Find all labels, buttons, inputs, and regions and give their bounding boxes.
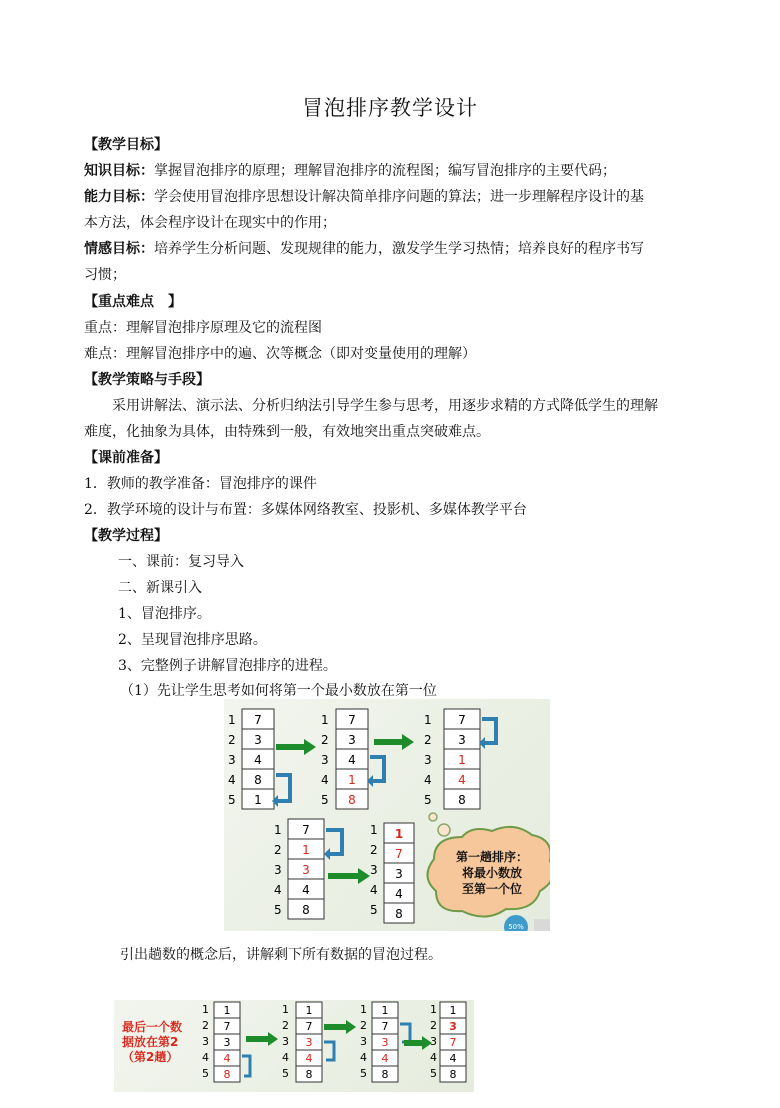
f1-c1-label-3: 3 [228, 753, 236, 767]
prep-item-2: 2．教学环境的设计与布置：多媒体网络教室、投影机、多媒体教学平台 [84, 502, 527, 518]
f2-col-3 [360, 1002, 410, 1082]
f1-c5-v3: 3 [395, 867, 403, 881]
f2-c3-swap [400, 1024, 410, 1042]
figure1-follow-text: 引出趟数的概念后，讲解剩下所有数据的冒泡过程。 [120, 947, 442, 963]
f2-c1-v3: 3 [223, 1036, 231, 1049]
bubble-text-3: 至第一个位 [461, 882, 523, 896]
f1-arrow-3 [328, 868, 370, 884]
section-prep-heading: 【课前准备】 [84, 450, 168, 466]
f1-c4-swap-head [324, 848, 330, 860]
bubble-dot-small [429, 813, 437, 821]
process-item-6: （1）先让学生思考如何将第一个最小数放在第一位 [120, 683, 437, 699]
f2-c1-v1: 1 [223, 1004, 231, 1017]
f1-col-3 [424, 709, 496, 809]
f2-c4-l2: 2 [430, 1019, 437, 1032]
f2-c2-v5: 8 [305, 1068, 313, 1081]
knowledge-label: 知识目标： [84, 163, 154, 179]
f2-c1-l4: 4 [202, 1051, 209, 1064]
f1-c4-label-3: 3 [274, 863, 282, 877]
f2-c3-v4: 4 [381, 1052, 389, 1065]
f1-col-2 [321, 709, 384, 809]
bubble-sort-figure-pass1 [224, 699, 550, 931]
f2-c1-v4: 4 [223, 1052, 231, 1065]
f1-c1-v2: 3 [254, 733, 262, 747]
f1-c4-v3: 3 [302, 863, 310, 877]
f1-c3-label-5: 5 [424, 793, 432, 807]
f2-c1-l2: 2 [202, 1019, 209, 1032]
f2-c2-l5: 5 [282, 1067, 289, 1080]
f1-thought-bubble [427, 813, 550, 917]
difficult-point: 难点：理解冒泡排序中的遍、次等概念（即对变量使用的理解） [84, 346, 476, 362]
f1-c4-v1: 7 [302, 823, 310, 837]
f2-c3-v1: 1 [381, 1004, 389, 1017]
f1-c1-label-1: 1 [228, 713, 236, 727]
f1-c2-v3: 4 [348, 753, 356, 767]
f2-caption-2: 据放在第2 [122, 1035, 179, 1049]
f1-arrow-1 [276, 739, 316, 755]
ability-goal-cont: 本方法，体会程序设计在现实中的作用； [84, 215, 336, 231]
process-item-4: 2、呈现冒泡排序思路。 [118, 632, 267, 648]
f2-c2-swap [324, 1042, 334, 1060]
f1-c4-v4: 4 [302, 883, 310, 897]
f2-arrow-1 [246, 1032, 278, 1046]
f2-c3-v5: 8 [381, 1068, 389, 1081]
f2-col-4 [430, 1002, 466, 1082]
f2-c3-l2: 2 [360, 1019, 367, 1032]
f1-c1-swap-arrow [276, 775, 290, 801]
f1-corner-strip [534, 919, 550, 931]
f1-c3-label-3: 3 [424, 753, 432, 767]
f1-corner-text: 50% [508, 923, 524, 931]
f1-c1-label-4: 4 [228, 773, 236, 787]
process-item-2: 二、新课引入 [118, 580, 202, 596]
key-point: 重点：理解冒泡排序原理及它的流程图 [84, 320, 322, 336]
f1-c2-v2: 3 [348, 733, 356, 747]
f2-c1-l1: 1 [202, 1003, 209, 1016]
f2-c4-v4: 4 [449, 1052, 457, 1065]
ability-text: 学会使用冒泡排序思想设计解决简单排序问题的算法；进一步理解程序设计的基 [154, 189, 644, 205]
page-title: 冒泡排序教学设计 [302, 96, 478, 120]
f1-c2-label-1: 1 [321, 713, 329, 727]
f2-c4-l4: 4 [430, 1051, 437, 1064]
prep-item-1: 1．教师的教学准备：冒泡排序的课件 [84, 476, 317, 492]
process-item-3: 1、冒泡排序。 [118, 606, 211, 622]
f2-c4-v1: 1 [449, 1004, 457, 1017]
figure2-svg [114, 1000, 474, 1092]
f1-c3-v3: 1 [458, 753, 466, 767]
f1-c4-label-4: 4 [274, 883, 282, 897]
bubble-sort-figure-pass2 [114, 1000, 474, 1092]
f1-c1-v1: 7 [254, 713, 262, 727]
f1-arrow-2 [374, 734, 414, 750]
section-key-heading: 【重点难点 】 [84, 294, 182, 310]
ability-label: 能力目标： [84, 189, 154, 205]
f1-c5-v1: 1 [394, 827, 404, 841]
f1-c4-label-2: 2 [274, 843, 282, 857]
f1-c2-v5: 8 [348, 793, 356, 807]
process-item-1: 一、课前：复习导入 [118, 554, 244, 570]
f2-c2-l3: 3 [282, 1035, 289, 1048]
ability-goal [84, 186, 644, 206]
f1-c5-label-2: 2 [370, 843, 378, 857]
f2-c2-l2: 2 [282, 1019, 289, 1032]
bubble-text-1: 第一趟排序： [455, 850, 529, 864]
f2-c2-v2: 7 [305, 1020, 313, 1033]
f2-c3-v2: 7 [381, 1020, 389, 1033]
f2-col-2 [282, 1002, 334, 1082]
f2-c2-v1: 1 [305, 1004, 313, 1017]
f2-c3-l5: 5 [360, 1067, 367, 1080]
emotion-goal-cont: 习惯； [84, 267, 126, 283]
f2-c2-l1: 1 [282, 1003, 289, 1016]
f2-c1-v2: 7 [223, 1020, 231, 1033]
f1-c2-v4: 1 [348, 773, 356, 787]
f1-c3-v4: 4 [458, 773, 466, 787]
process-item-5: 3、完整例子讲解冒泡排序的进程。 [118, 658, 337, 674]
f2-c4-v5: 8 [449, 1068, 457, 1081]
f2-c1-l5: 5 [202, 1067, 209, 1080]
f2-arrow-2 [324, 1020, 356, 1034]
f2-c1-v5: 8 [223, 1068, 231, 1081]
f1-c5-label-4: 4 [370, 883, 378, 897]
f1-c4-v5: 8 [302, 903, 310, 917]
f1-c3-v2: 3 [458, 733, 466, 747]
f2-caption-3: （第2趟） [122, 1050, 179, 1064]
f1-c2-label-3: 3 [321, 753, 329, 767]
f1-c5-v2: 7 [395, 847, 403, 861]
f1-c3-label-4: 4 [424, 773, 432, 787]
f2-c4-v2: 3 [449, 1020, 457, 1033]
f2-arrow-3 [404, 1036, 432, 1050]
f1-c5-label-3: 3 [370, 863, 378, 877]
f1-c5-v5: 8 [395, 907, 403, 921]
section-process-heading: 【教学过程】 [84, 528, 168, 544]
f1-c1-label-5: 5 [228, 793, 236, 807]
f2-c2-l4: 4 [282, 1051, 289, 1064]
knowledge-text: 掌握冒泡排序的原理；理解冒泡排序的流程图；编写冒泡排序的主要代码； [154, 163, 616, 179]
f1-col-1 [228, 709, 290, 809]
f1-c4-label-1: 1 [274, 823, 282, 837]
f1-c1-label-2: 2 [228, 733, 236, 747]
f2-c4-v3: 7 [449, 1036, 457, 1049]
f1-c4-label-5: 5 [274, 903, 282, 917]
f1-c1-v3: 4 [254, 753, 262, 767]
f2-c4-l3: 3 [430, 1035, 437, 1048]
f2-c3-l3: 3 [360, 1035, 367, 1048]
figure1-svg [224, 699, 550, 931]
f2-caption-1: 最后一个数 [122, 1020, 183, 1034]
bubble-text-2: 将最小数放 [461, 866, 523, 880]
f1-c3-v1: 7 [458, 713, 466, 727]
f2-c2-v3: 3 [305, 1036, 313, 1049]
f1-c2-label-5: 5 [321, 793, 329, 807]
emotion-goal [84, 238, 644, 258]
f1-c1-v5: 1 [254, 793, 262, 807]
f1-corner-widget [504, 915, 550, 931]
strategy-text-cont: 难度，化抽象为具体，由特殊到一般，有效地突出重点突破难点。 [84, 424, 490, 440]
section-goals-heading: 【教学目标】 [84, 137, 168, 153]
f2-c2-v4: 4 [305, 1052, 313, 1065]
f1-c3-label-1: 1 [424, 713, 432, 727]
f2-col-1 [202, 1002, 250, 1082]
knowledge-goal [84, 160, 616, 180]
f2-c1-swap [242, 1056, 250, 1076]
f1-col-5 [370, 823, 414, 923]
f2-c1-l3: 3 [202, 1035, 209, 1048]
f2-c3-l1: 1 [360, 1003, 367, 1016]
f1-c1-v4: 8 [254, 773, 262, 787]
f1-c5-label-1: 1 [370, 823, 378, 837]
section-strategy-heading: 【教学策略与手段】 [84, 372, 210, 388]
f1-c2-label-2: 2 [321, 733, 329, 747]
f1-c5-v4: 4 [395, 887, 403, 901]
f2-c4-l5: 5 [430, 1067, 437, 1080]
f2-c3-v3: 3 [381, 1036, 389, 1049]
strategy-text: 采用讲解法、演示法、分析归纳法引导学生参与思考，用逐步求精的方式降低学生的理解 [112, 398, 658, 414]
f2-c4-l1: 1 [430, 1003, 437, 1016]
bubble-dot-medium [438, 824, 450, 836]
f2-c3-l4: 4 [360, 1051, 367, 1064]
f1-col-4 [274, 819, 342, 919]
f1-c2-v1: 7 [348, 713, 356, 727]
emotion-label: 情感目标： [84, 241, 154, 257]
f1-c5-label-5: 5 [370, 903, 378, 917]
f1-c3-v5: 8 [458, 793, 466, 807]
emotion-text: 培养学生分析问题、发现规律的能力，激发学生学习热情；培养良好的程序书写 [154, 241, 644, 257]
f1-c2-label-4: 4 [321, 773, 329, 787]
f1-c4-v2: 1 [302, 843, 310, 857]
f1-c3-label-2: 2 [424, 733, 432, 747]
